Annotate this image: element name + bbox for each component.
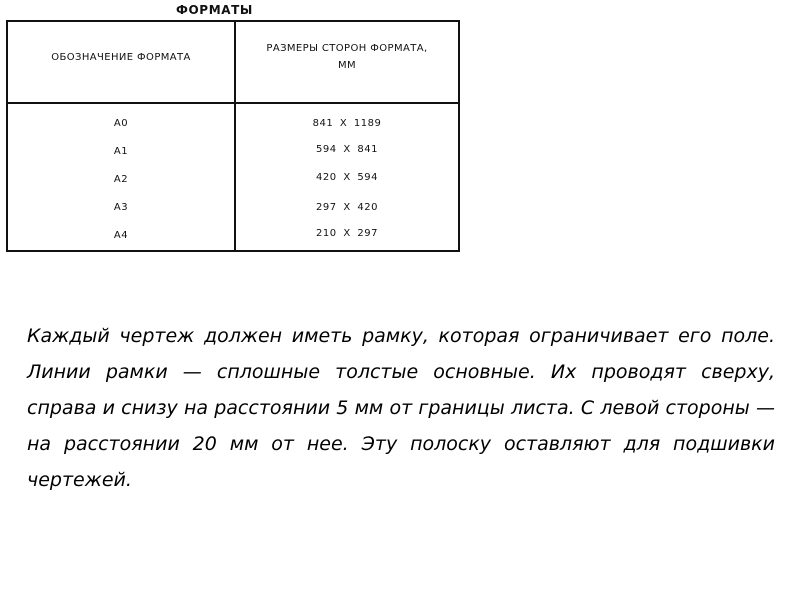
table-title: ФОРМАТЫ xyxy=(176,3,253,17)
header-divider xyxy=(8,102,458,104)
table-cell-format: А3 xyxy=(113,202,129,213)
table-cell-format: А0 xyxy=(113,118,129,129)
table-cell-format: А2 xyxy=(113,174,129,185)
header-format-sizes-line2: ММ xyxy=(337,60,357,71)
table-cell-format: А4 xyxy=(113,230,129,241)
header-format-sizes xyxy=(236,40,458,74)
body-paragraph: Каждый чертеж должен иметь рамку, которая ограничивает его поле. Линии рамки — сплошные толстые основные. Их проводят сверху, справа и снизу на расстоянии 5 мм от границы листа. С левой стороны — на расстоянии 20 мм от нее. Эту полоску оставляют для подшивки чертежей. xyxy=(27,325,775,491)
table-cell-size: 594 X 841 xyxy=(316,144,378,155)
table-cell-size: 841 X 1189 xyxy=(312,118,382,129)
table-cell-size: 420 X 594 xyxy=(316,172,378,183)
formats-table xyxy=(6,20,460,252)
table-cell-format: А1 xyxy=(113,146,129,157)
table-cell-size: 297 X 420 xyxy=(316,202,378,213)
table-cell-size: 210 X 297 xyxy=(316,228,378,239)
header-format-sizes-line1: РАЗМЕРЫ СТОРОН ФОРМАТА, xyxy=(266,43,428,54)
header-format-designation: ОБОЗНАЧЕНИЕ ФОРМАТА xyxy=(51,52,191,63)
